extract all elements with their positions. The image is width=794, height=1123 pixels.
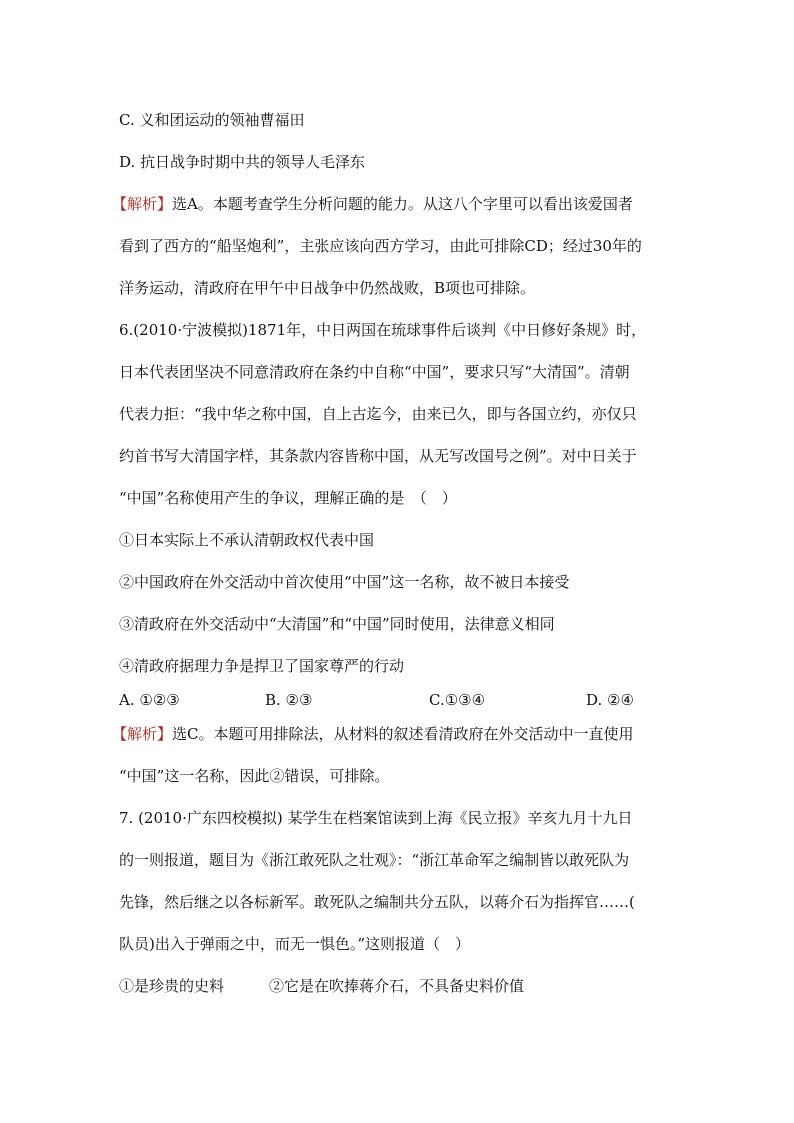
statement-2-line: ②中国政府在外交活动中首次使用“中国”这一名称，故不被日本接受 — [119, 573, 570, 591]
option-d-line: D. 抗日战争时期中共的领导人毛泽东 — [119, 153, 366, 171]
option-b: B. ②③ — [265, 691, 313, 709]
statement-1-line: ①日本实际上不承认清朝政权代表中国 — [119, 531, 375, 549]
option-c-line: C. 义和团运动的领袖曹福田 — [119, 111, 305, 129]
option-d: D. ②④ — [586, 691, 634, 709]
option-c: C.①③④ — [429, 691, 486, 709]
question-6-line: 6.(2010·宁波模拟)1871年，中日两国在琉球事件后谈判《中日修好条规》时， — [119, 321, 647, 339]
text-line: 约首书写大清国字样，其条款内容皆称中国，从无写改国号之例”。对中日关于 — [119, 447, 637, 465]
text-line: “中国”这一名称，因此②错误，可排除。 — [119, 767, 390, 785]
text-line: 队员)出入于弹雨之中，而无一惧色。”这则报道（ ） — [119, 935, 471, 953]
text-line: “中国”名称使用产生的争议，理解正确的是 （ ） — [119, 489, 457, 507]
text-line: 看到了西方的“船坚炮利”，主张应该向西方学习，由此可排除CD；经过30年的 — [119, 237, 642, 255]
question-7-line: 7. (2010·广东四校模拟) 某学生在档案馆读到上海《民立报》辛亥九月十九日 — [119, 809, 633, 827]
text-line: 的一则报道，题目为《浙江敢死队之壮观》：“浙江革命军之编制皆以敢死队为 — [119, 851, 630, 869]
text-line: 洋务运动，清政府在甲午中日战争中仍然战败，B项也可排除。 — [119, 279, 536, 297]
text-line: 代表力拒：“我中华之称中国，自上古迄今，由来已久，即与各国立约，亦仅只 — [119, 405, 637, 423]
statement-line: ①是珍贵的史料 ②它是在吹捧蒋介石，不具备史料价值 — [119, 977, 525, 995]
analysis-tag: 【解析】 — [112, 725, 173, 743]
analysis-line: 【解析】选A。本题考查学生分析问题的能力。从这八个字里可以看出该爱国者 — [112, 195, 633, 213]
analysis-line: 【解析】选C。本题可用排除法，从材料的叙述看清政府在外交活动中一直使用 — [112, 725, 634, 743]
text-line: 日本代表团坚决不同意清政府在条约中自称“中国”，要求只写“大清国”。清朝 — [119, 363, 630, 381]
statement-3-line: ③清政府在外交活动中“大清国”和“中国”同时使用，法律意义相同 — [119, 615, 555, 633]
text-line: 先锋，然后继之以各标新军。敢死队之编制共分五队，以蒋介石为指挥官……( — [119, 893, 635, 911]
option-a: A. ①②③ — [119, 691, 180, 709]
analysis-tag: 【解析】 — [112, 195, 173, 213]
statement-4-line: ④清政府据理力争是捍卫了国家尊严的行动 — [119, 657, 405, 675]
